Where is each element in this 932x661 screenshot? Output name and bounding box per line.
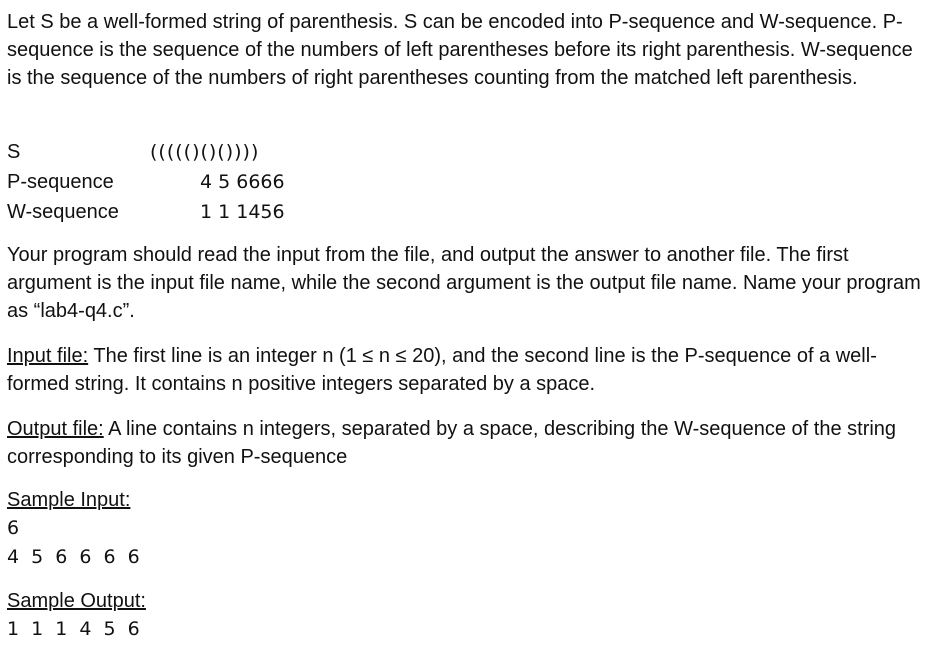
- input-file-label: Input file:: [7, 345, 89, 367]
- output-file-label: Output file:: [7, 418, 104, 440]
- input-file-text: The first line is an integer n (1 ≤ n ≤ 20), and the second line is the P-sequence of a well-formed string. It contains n positive integers separated by a space.: [7, 345, 877, 395]
- row-label: P-sequence: [7, 171, 114, 193]
- sample-output-sequence: 1 1 1 4 5 6: [7, 618, 143, 640]
- sample-input-n: 6: [7, 517, 20, 539]
- row-value: ((((()()()))): [150, 141, 260, 163]
- row-label: S: [7, 141, 21, 163]
- sample-input-sequence: 4 5 6 6 6 6: [7, 546, 143, 568]
- program-description: Your program should read the input from the file, and output the answer to another file. The first argument is the input file name, while the second argument is the output file name. Name your program as “lab4-q4.c”.: [7, 244, 921, 322]
- sample-input-heading: Sample Input:: [7, 489, 131, 511]
- sample-output-heading: Sample Output:: [7, 590, 146, 612]
- output-file-paragraph: [7, 415, 922, 471]
- output-file-text: A line contains n integers, separated by a space, describing the W-sequence of the string corresponding to its given P-sequence: [7, 418, 897, 468]
- row-value: 1 1 1456: [200, 201, 285, 223]
- row-value: 4 5 6666: [200, 171, 285, 193]
- row-label: W-sequence: [7, 201, 119, 223]
- input-file-paragraph: [7, 342, 922, 398]
- intro-paragraph: Let S be a well-formed string of parenthesis. S can be encoded into P-sequence and W-sequence. P-sequence is the sequence of the numbers of left parentheses before its right parenthesis. W-sequence is the sequence of the numbers of right parentheses counting from the matched left parenthesis.: [7, 11, 913, 89]
